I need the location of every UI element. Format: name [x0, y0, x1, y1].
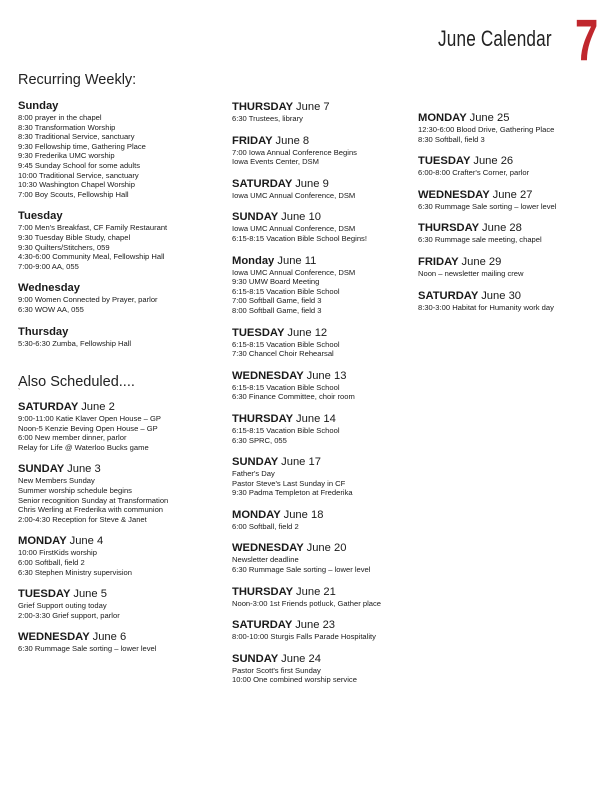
day-name: SUNDAY [232, 456, 279, 469]
day-block [232, 618, 412, 642]
schedule-entry: Newsletter deadline [232, 555, 299, 565]
schedule-entry: 9:30 Quilters/Stitchers, 059 [18, 242, 110, 252]
schedule-entry: 7:00 Boy Scouts, Fellowship Hall [18, 189, 129, 199]
day-name: SATURDAY [418, 289, 479, 302]
day-heading [418, 188, 598, 202]
day-heading [418, 221, 598, 235]
schedule-entry: 7:00 Iowa Annual Conference Begins [232, 147, 357, 157]
day-heading [232, 100, 412, 114]
schedule-column-1 [18, 400, 223, 664]
schedule-entry: 6:30 WOW AA, 055 [18, 304, 84, 314]
schedule-entry: 8:30 Transformation Worship [18, 122, 116, 132]
day-date: June 7 [296, 101, 330, 113]
schedule-entry: 12:30-6:00 Blood Drive, Gathering Place [418, 125, 555, 134]
schedule-entry: 9:00-11:00 Katie Klaver Open House – GP [18, 414, 161, 423]
day-heading [18, 462, 223, 476]
day-heading [232, 326, 412, 340]
day-name: WEDNESDAY [232, 542, 304, 555]
schedule-entry: 6:00 New member dinner, parlor [18, 433, 127, 443]
day-date: June 24 [281, 652, 321, 665]
day-block [232, 508, 412, 532]
day-heading [18, 400, 223, 414]
also-scheduled-heading: Also Scheduled.... [18, 374, 135, 390]
day-name: TUESDAY [232, 326, 285, 339]
page-title: June Calendar [438, 26, 552, 51]
day-name: FRIDAY [232, 134, 273, 147]
day-heading [232, 210, 412, 224]
day-date: June 27 [492, 188, 533, 201]
day-block [232, 134, 412, 167]
schedule-entry: 6:15-8:15 Vacation Bible School [232, 339, 340, 349]
schedule-entry: 6:00 Softball, field 2 [232, 521, 299, 531]
day-block [232, 652, 412, 685]
day-block [232, 210, 412, 243]
schedule-column-3 [418, 111, 598, 322]
schedule-entry: Summer worship schedule begins [18, 485, 132, 495]
day-name: SUNDAY [232, 652, 279, 665]
day-block [418, 221, 598, 245]
schedule-entry: 8:00 prayer in the chapel [18, 113, 102, 122]
day-heading [232, 455, 412, 469]
day-heading [18, 534, 223, 548]
day-date: June 29 [461, 255, 502, 268]
day-date: June 3 [67, 463, 101, 476]
schedule-entry: 10:00 Traditional Service, sanctuary [18, 170, 139, 180]
day-name: WEDNESDAY [18, 631, 90, 644]
schedule-entry: 6:30 Rummage sale meeting, chapel [418, 235, 542, 245]
day-date: June 28 [482, 222, 522, 235]
day-name: SATURDAY [232, 177, 293, 190]
schedule-entry: 9:30 Frederika UMC worship [18, 151, 115, 161]
schedule-entry: Chris Werling at Frederika with communion [18, 505, 164, 515]
schedule-entry: 7:00-9:00 AA, 055 [18, 261, 79, 271]
day-block [232, 412, 412, 445]
schedule-entry: 8:00-10:00 Sturgis Falls Parade Hospitality [232, 632, 376, 642]
day-heading [232, 412, 412, 426]
day-block [232, 541, 412, 574]
day-name: Monday [232, 254, 275, 267]
schedule-entry: Relay for Life @ Waterloo Bucks game [18, 442, 149, 452]
day-name: WEDNESDAY [232, 369, 304, 382]
day-date: June 2 [81, 401, 115, 413]
day-block [418, 111, 598, 144]
schedule-entry: 10:30 Washington Chapel Worship [18, 180, 135, 190]
schedule-entry: 10:00 FirstKids worship [18, 548, 97, 558]
day-name: THURSDAY [418, 222, 479, 235]
day-name: FRIDAY [418, 255, 459, 268]
schedule-entry: Iowa UMC Annual Conference, DSM [232, 224, 356, 234]
schedule-entry: 6:15-8:15 Vacation Bible School [232, 286, 340, 296]
day-heading [232, 369, 412, 383]
schedule-entry: 9:45 Sunday School for some adults [18, 160, 140, 170]
schedule-column-2 [232, 100, 412, 695]
day-heading [418, 154, 598, 168]
schedule-entry: 5:30-6:30 Zumba, Fellowship Hall [18, 338, 132, 348]
day-heading [232, 618, 412, 632]
schedule-entry: Pastor Scott's first Sunday [232, 665, 321, 675]
day-name: THURSDAY [232, 101, 293, 113]
day-name: TUESDAY [18, 588, 71, 601]
day-date: June 18 [283, 508, 324, 521]
day-date: June 14 [296, 412, 336, 425]
schedule-entry: 8:30 Traditional Service, sanctuary [18, 132, 135, 142]
schedule-entry: 9:30 Tuesday Bible Study, chapel [18, 232, 131, 242]
day-date: June 9 [295, 177, 329, 190]
day-block [18, 462, 223, 524]
day-block [232, 455, 412, 498]
day-block [232, 177, 412, 201]
recurring-day-heading: Wednesday [18, 282, 80, 295]
page-number: 7 [574, 8, 598, 73]
schedule-entry: Senior recognition Sunday at Transformation [18, 495, 169, 505]
day-name: MONDAY [418, 112, 467, 124]
day-date: June 20 [306, 542, 347, 555]
recurring-day-heading: Thursday [18, 325, 69, 338]
recurring-heading: Recurring Weekly: [18, 72, 137, 88]
day-name: WEDNESDAY [418, 188, 490, 201]
day-date: June 10 [281, 211, 321, 224]
day-block [418, 188, 598, 212]
schedule-entry: 9:30 Fellowship time, Gathering Place [18, 141, 146, 151]
schedule-entry: 6:15-8:15 Vacation Bible School [232, 425, 340, 435]
day-block [418, 255, 598, 279]
recurring-day [18, 99, 218, 199]
schedule-entry: 2:00-3:30 Grief support, parlor [18, 610, 120, 620]
day-heading [232, 508, 412, 522]
day-name: SATURDAY [18, 401, 79, 413]
day-name: SATURDAY [232, 619, 293, 632]
schedule-entry: Grief Support outing today [18, 601, 107, 611]
schedule-entry: 6:00 Softball, field 2 [18, 557, 85, 567]
day-date: June 11 [277, 254, 317, 267]
schedule-entry: Father's Day [232, 469, 275, 479]
schedule-entry: 8:30 Softball, field 3 [418, 134, 485, 144]
day-block [418, 289, 598, 313]
schedule-entry: Pastor Steve's Last Sunday in CF [232, 478, 346, 488]
day-heading [232, 652, 412, 666]
day-date: June 30 [481, 289, 522, 302]
day-name: SUNDAY [18, 463, 65, 476]
schedule-entry: 9:30 UMW Board Meeting [232, 277, 320, 287]
schedule-entry: Iowa Events Center, DSM [232, 157, 319, 167]
day-block [232, 585, 412, 609]
recurring-day [18, 325, 218, 349]
schedule-entry: 6:30 Rummage Sale sorting – lower level [232, 565, 371, 575]
schedule-entry: 6:30 Rummage Sale sorting – lower level [418, 201, 557, 211]
day-name: THURSDAY [232, 412, 293, 425]
schedule-entry: 4:30-6:00 Community Meal, Fellowship Hall [18, 252, 165, 262]
day-heading [232, 541, 412, 555]
day-date: June 13 [306, 369, 347, 382]
day-block [232, 326, 412, 359]
schedule-entry: 8:30-3:00 Habitat for Humanity work day [418, 302, 554, 312]
day-name: SUNDAY [232, 211, 279, 224]
day-block [232, 369, 412, 402]
day-heading [418, 111, 598, 125]
schedule-entry: 2:00-4:30 Reception for Steve & Janet [18, 514, 147, 524]
day-block [18, 630, 223, 654]
day-heading [232, 585, 412, 599]
day-heading [418, 255, 598, 269]
schedule-entry: Noon-3:00 1st Friends potluck, Gather place [232, 598, 382, 608]
recurring-day-heading: Tuesday [18, 210, 63, 223]
day-block [18, 587, 223, 620]
recurring-day [18, 281, 218, 314]
day-heading [18, 630, 223, 644]
schedule-entry: 8:00 Softball Game, field 3 [232, 305, 322, 315]
schedule-entry: 6:15-8:15 Vacation Bible School Begins! [232, 233, 367, 243]
schedule-entry: 6:30 Trustees, library [232, 114, 303, 123]
day-block [18, 534, 223, 577]
recurring-day-heading: Sunday [18, 100, 59, 112]
schedule-entry: 7:00 Softball Game, field 3 [232, 296, 322, 306]
day-heading [18, 587, 223, 601]
day-block [232, 100, 412, 124]
day-name: TUESDAY [418, 155, 471, 168]
day-heading [232, 177, 412, 191]
day-block [232, 254, 412, 316]
day-date: June 26 [473, 155, 514, 168]
day-date: June 12 [287, 326, 328, 339]
day-heading [232, 134, 412, 148]
day-date: June 21 [296, 585, 336, 598]
schedule-entry: 9:30 Padma Templeton at Frederika [232, 488, 353, 498]
schedule-entry: 6:30 Rummage Sale sorting – lower level [18, 644, 157, 654]
schedule-entry: 9:00 Women Connected by Prayer, parlor [18, 295, 158, 305]
schedule-entry: 6:30 Finance Committee, choir room [232, 392, 355, 402]
day-heading [232, 254, 412, 268]
day-date: June 17 [281, 456, 321, 469]
recurring-day [18, 209, 218, 271]
recurring-list [18, 99, 218, 358]
schedule-entry: 10:00 One combined worship service [232, 675, 357, 685]
day-date: June 5 [73, 588, 107, 601]
day-date: June 23 [295, 619, 336, 632]
day-date: June 25 [469, 112, 510, 124]
day-name: MONDAY [18, 535, 67, 548]
day-name: MONDAY [232, 508, 281, 521]
schedule-entry: Noon – newsletter mailing crew [418, 268, 524, 278]
day-heading [418, 289, 598, 303]
schedule-entry: 7:30 Chancel Choir Rehearsal [232, 349, 334, 359]
schedule-entry: 6:30 Stephen Ministry supervision [18, 567, 132, 577]
schedule-entry: 6:00-8:00 Crafter's Corner, parlor [418, 168, 530, 178]
schedule-entry: Iowa UMC Annual Conference, DSM [232, 267, 356, 277]
schedule-entry: 6:30 SPRC, 055 [232, 435, 287, 445]
day-date: June 4 [69, 535, 104, 548]
day-date: June 8 [275, 134, 310, 147]
schedule-entry: Iowa UMC Annual Conference, DSM [232, 190, 356, 200]
day-name: THURSDAY [232, 585, 293, 598]
day-block [418, 154, 598, 178]
schedule-entry: Noon-5 Kenzie Beving Open House – GP [18, 423, 158, 433]
stray-tick: ` [18, 389, 21, 396]
schedule-entry: 6:15-8:15 Vacation Bible School [232, 382, 340, 392]
schedule-entry: New Members Sunday [18, 476, 95, 486]
day-block [18, 400, 223, 452]
schedule-entry: 7:00 Men's Breakfast, CF Family Restaurant [18, 223, 168, 233]
day-date: June 6 [92, 631, 127, 644]
